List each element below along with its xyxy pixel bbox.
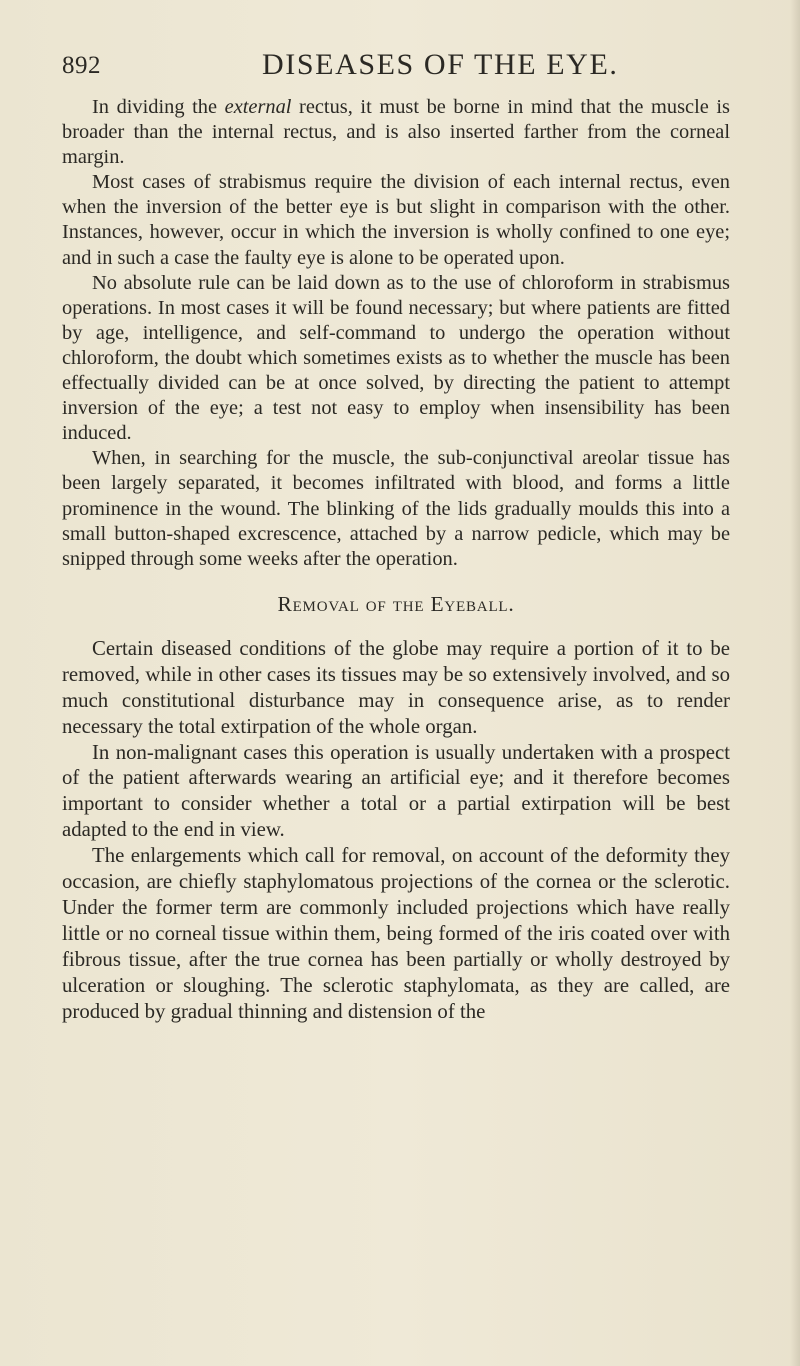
paragraph-external-rectus (62, 95, 730, 170)
paragraph-non-malignant: In non-malignant cases this operation is usually undertaken with a prospect of the patient afterwards wearing an artificial eye; and it therefore becomes important to consider whether a total or a partial extirpation will be best adapted to the end in view. (62, 740, 730, 842)
body-text (62, 95, 730, 1024)
page-number: 892 (62, 52, 101, 79)
page-edge-shadow (790, 0, 800, 1366)
running-head (62, 48, 702, 88)
paragraph-strabismus-cases: Most cases of strabismus require the division of each internal rectus, even when the inversion of the better eye is but slight in comparison with the other. Instances, however, occur in which the inversion is wholly confined to one eye; and in such a case the faulty eye is alone to be operated upon. (62, 171, 730, 269)
paragraph-enlargements: The enlargements which call for removal, on account of the deformity they occasion, are chiefly staphylomatous projections of the cornea or the sclerotic. Under the former term are commonly included projections which have really little or no corneal tissue within them, being formed of the iris coated over with fibrous tissue, after the true cornea has been partially or wholly destroyed by ulceration or sloughing. The sclerotic staphylomata, as they are called, are produced by gradual thinning and distension of the (62, 844, 730, 1023)
paragraph-areolar-tissue: When, in searching for the muscle, the sub-conjunctival areolar tissue has been largely separated, it becomes infiltrated with blood, and forms a little prominence in the wound. The blinking of the lids gradually moulds this into a small button-shaped excrescence, attached by a narrow pedicle, which may be snipped through some weeks after the operation. (62, 447, 730, 570)
p1-text-end: rectus, it must be borne in mind that the muscle is broader than the internal rectus, and is also inserted farther from the corneal margin. (62, 96, 730, 169)
section-removal-of-eyeball (62, 636, 730, 1025)
section-heading: Removal of the Eyeball. (277, 591, 515, 616)
paragraph-chloroform: No absolute rule can be laid down as to the use of chloroform in strabismus operations. In most cases it will be found necessary; but where patients are fitted by age, intelligence, and self-command to undergo the operation without chloroform, the doubt which sometimes exists as to whether the muscle has been effectually divided can be at once solved, by directing the patient to attempt inversion of the eye; a test not easy to employ when insensibility has been induced. (62, 271, 730, 445)
p1-emphasis: external (224, 96, 292, 118)
running-title: DISEASES OF THE EYE. (262, 48, 619, 81)
paragraph-diseased-conditions: Certain diseased conditions of the globe may require a portion of it to be removed, while in other cases its tissues may be so extensively involved, and so much constitutional disturbance may in consequence arise, as to render necessary the total extirpation of the whole organ. (62, 636, 730, 738)
p1-text-start: In dividing the (92, 96, 225, 118)
